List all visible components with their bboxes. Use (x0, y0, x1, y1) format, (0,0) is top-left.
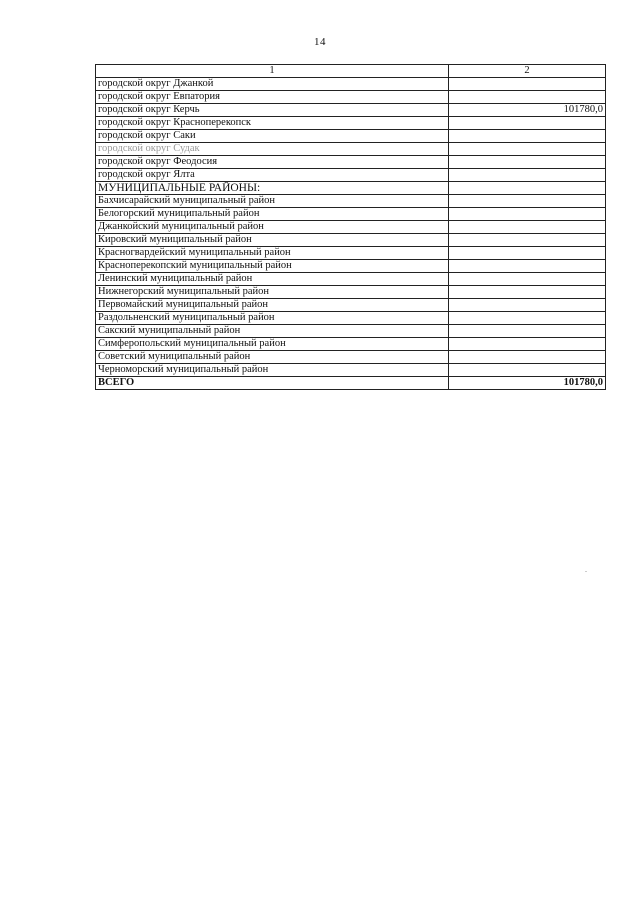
column-header-1: 1 (96, 65, 449, 78)
section-title: МУНИЦИПАЛЬНЫЕ РАЙОНЫ: (96, 182, 449, 195)
row-name: Симферопольский муниципальный район (96, 338, 449, 351)
row-name: Бахчисарайский муниципальный район (96, 195, 449, 208)
row-name: городской округ Саки (96, 130, 449, 143)
row-name: Красногвардейский муниципальный район (96, 247, 449, 260)
row-value (449, 78, 606, 91)
row-value (449, 143, 606, 156)
table-row (96, 299, 606, 312)
row-name: городской округ Джанкой (96, 78, 449, 91)
table-row (96, 338, 606, 351)
table-row (96, 260, 606, 273)
row-value (449, 260, 606, 273)
row-value (449, 299, 606, 312)
row-name: Ленинский муниципальный район (96, 273, 449, 286)
page-number: 14 (314, 36, 326, 48)
row-value (449, 312, 606, 325)
row-name: Белогорский муниципальный район (96, 208, 449, 221)
row-value (449, 208, 606, 221)
row-name: Раздольненский муниципальный район (96, 312, 449, 325)
row-value (449, 221, 606, 234)
row-name: Нижнегорский муниципальный район (96, 286, 449, 299)
row-value (449, 273, 606, 286)
row-value (449, 130, 606, 143)
row-name: городской округ Ялта (96, 169, 449, 182)
row-name: Черноморский муниципальный район (96, 364, 449, 377)
row-value (449, 169, 606, 182)
table-row (96, 143, 606, 156)
row-value (449, 91, 606, 104)
table-row (96, 234, 606, 247)
table-row (96, 78, 606, 91)
table-row (96, 91, 606, 104)
scan-speck (585, 571, 587, 572)
section-header-row (96, 182, 606, 195)
table-row (96, 273, 606, 286)
table-row (96, 195, 606, 208)
row-value (449, 325, 606, 338)
row-name: Сакский муниципальный район (96, 325, 449, 338)
row-name: городской округ Евпатория (96, 91, 449, 104)
total-value: 101780,0 (449, 377, 606, 390)
row-value (449, 364, 606, 377)
row-value (449, 182, 606, 195)
row-value (449, 338, 606, 351)
table-row (96, 351, 606, 364)
row-value (449, 156, 606, 169)
column-header-2: 2 (449, 65, 606, 78)
row-name: городской округ Керчь (96, 104, 449, 117)
row-name: Советский муниципальный район (96, 351, 449, 364)
row-value (449, 234, 606, 247)
table-row (96, 117, 606, 130)
row-value (449, 286, 606, 299)
row-name: городской округ Судак (96, 143, 449, 156)
table-row (96, 247, 606, 260)
row-value (449, 247, 606, 260)
row-value (449, 351, 606, 364)
row-name: Кировский муниципальный район (96, 234, 449, 247)
table-row (96, 130, 606, 143)
allocation-table (95, 64, 606, 390)
total-label: ВСЕГО (96, 377, 449, 390)
table-row (96, 364, 606, 377)
row-name: Красноперекопский муниципальный район (96, 260, 449, 273)
table-row (96, 169, 606, 182)
table-row (96, 208, 606, 221)
row-name: Джанкойский муниципальный район (96, 221, 449, 234)
row-name: городской округ Красноперекопск (96, 117, 449, 130)
row-value (449, 117, 606, 130)
table-row (96, 325, 606, 338)
row-value (449, 195, 606, 208)
table-row (96, 286, 606, 299)
table-row (96, 104, 606, 117)
table-row (96, 156, 606, 169)
row-value: 101780,0 (449, 104, 606, 117)
row-name: городской округ Феодосия (96, 156, 449, 169)
table-header-row (96, 65, 606, 78)
total-row (96, 377, 606, 390)
table-row (96, 312, 606, 325)
row-name: Первомайский муниципальный район (96, 299, 449, 312)
table-row (96, 221, 606, 234)
